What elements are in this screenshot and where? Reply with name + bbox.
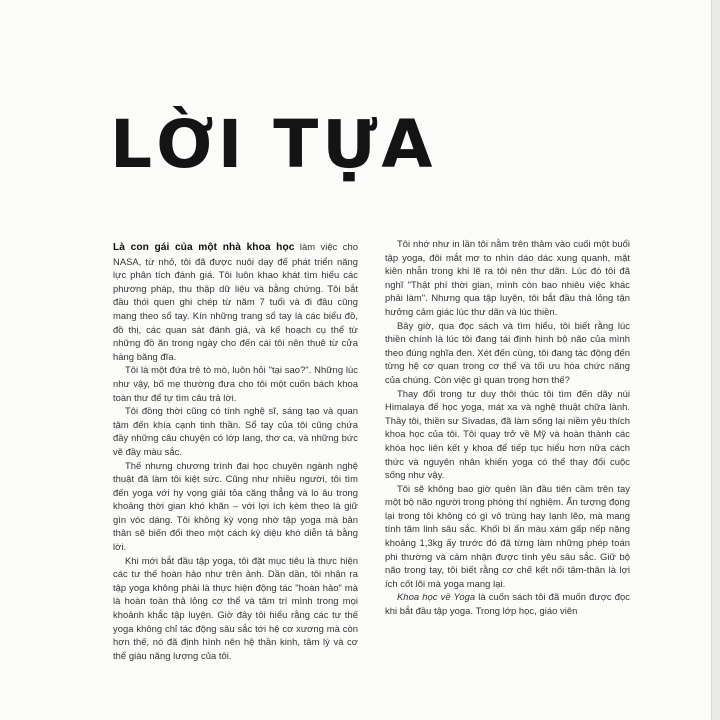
paragraph-8: Thay đổi trong tư duy thôi thúc tôi tìm đến dãy núi Himalaya để học yoga, mát xa và nghệ thuật chữa lành. Thầy tôi, thiền sư Sivadas, đã làm sống lại niềm yêu thích khoa học của tôi. Tôi quay trở về Mỹ và hoàn thành các khóa học liên kết y khoa để tiếp tục hiểu hơn nữa cách thức và nguyên nhân khiến yoga có thể thay đổi cuộc sống như vậy. [385, 387, 630, 481]
paragraph-2: Tôi là một đứa trẻ tò mò, luôn hỏi "tại sao?". Những lúc như vậy, bố mẹ thường đưa cho tôi một cuốn bách khoa toàn thư để tự tìm câu trả lời. [113, 364, 358, 403]
paragraph-9: Tôi sẽ không bao giờ quên lần đầu tiên cầm trên tay một bộ não người trong phòng thí nghiệm. Ấn tượng đọng lại trong tôi không có gì vô trùng hay lạnh lẽo, mà mang tính tâm linh sâu sắc. Khối bì ẩn màu xám gấp nếp nặng khoảng 1,3kg ấy trước đó đã từng làm những phép toán phi thường và cảm nhận được tình yêu sâu sắc. Giữ bộ não trong tay, tôi biết rằng cơ chế kết nối tâm-thân là lợi ích cốt lõi mà yoga mang lại. [385, 482, 630, 589]
paragraph-6: Tôi nhớ như in lần tôi nằm trên thảm vào cuối một buổi tập yoga, đôi mắt mơ to nhìn dáo dác xung quanh, mặt kiên nhẫn trong khi lẽ ra tôi nên thư dãn. Lúc đó tôi đã nghĩ "Thật phí thời gian, mình còn bao nhiêu việc khác phải làm". Nhưng qua tập luyện, tôi bắt đầu thả lỏng tận hưởng cảm giác lúc thư dãn và lúc thiền. [385, 238, 630, 317]
paragraph-10 [385, 590, 630, 617]
left-column [113, 240, 358, 662]
page-edge-shadow [712, 0, 720, 720]
paragraph-1 [113, 240, 358, 363]
book-title-italic: Khoa học về Yoga [397, 591, 476, 603]
right-column [385, 237, 630, 618]
paragraph-4: Thế nhưng chương trình đại học chuyên ngành nghệ thuật đã làm tôi kiệt sức. Cũng như nhiều người, tôi tìm đến yoga với hy vọng giải tỏa căng thẳng và lo âu trong khoảng thời gian khó khăn – với lợi ích kèm theo là giữ gìn vóc dáng. Tôi không kỳ vọng nhờ tập yoga mà bản thân sẽ biến đổi theo một cách kỳ diệu khó diễn tả bằng lời. [113, 459, 358, 553]
paragraph-3: Tôi đồng thời cũng có tính nghệ sĩ, sáng tạo và quan tâm đến khía cạnh tinh thần. Sổ tay của tôi cũng chứa đầy những câu chuyện có lớp lang, thơ ca, và những bức vẽ đầy màu sắc. [113, 405, 358, 457]
page-title: LỜI TỰA [110, 106, 437, 183]
lead-in-text: Là con gái của một nhà khoa học [113, 242, 295, 253]
paragraph-5: Khi mới bắt đầu tập yoga, tôi đặt mục tiêu là thực hiện các tư thế hoàn hảo như trên ảnh. Dần dần, tôi nhận ra tập yoga không phải là thực hiện động tác "hoàn hảo" mà là hoàn toàn thả lỏng cơ thể và tâm trí mình trong mọi khoảnh khắc tập luyện. Giờ đây tôi hiểu rằng các tư thế yoga không chỉ tác động sâu sắc tới hệ cơ xương mà còn hơn thế, nó đã định hình nên hệ thần kinh, tâm lý và cơ thể giàu năng lượng của tôi. [113, 554, 358, 661]
paragraph-1-text: làm việc cho NASA, từ nhỏ, tôi đã được nuôi dạy để phát triển năng lực phân tích đánh giá. Tôi luôn khao khát tìm hiểu các phương pháp, thu thập dữ liệu và bằng chứng. Tôi bắt đầu thói quen ghi chép từ năm 7 tuổi và đi đâu cũng mang theo sổ tay. Kín những trang sổ tay là các biểu đồ, đồ thị, các quan sát đánh giá, và kế hoạch cụ thể từ những đồ ăn trong ngày cho đến cái tôi nên thuê từ cửa hàng băng đĩa. [113, 241, 359, 362]
paragraph-7: Bây giờ, qua đọc sách và tìm hiểu, tôi biết rằng lúc thiền chính là lúc tôi đang tái định hình bộ não của mình theo đúng nghĩa đen. Xét đến cùng, tôi đang tác động đến từng hệ cơ quan trong cơ thể và tối ưu hóa chức năng của chúng. Còn việc gì quan trọng hơn thế? [385, 319, 630, 385]
paragraph-10-text: là cuốn sách tôi đã muốn được đọc khi bắt đầu tập yoga. Trong lớp học, giáo viên [385, 591, 631, 617]
